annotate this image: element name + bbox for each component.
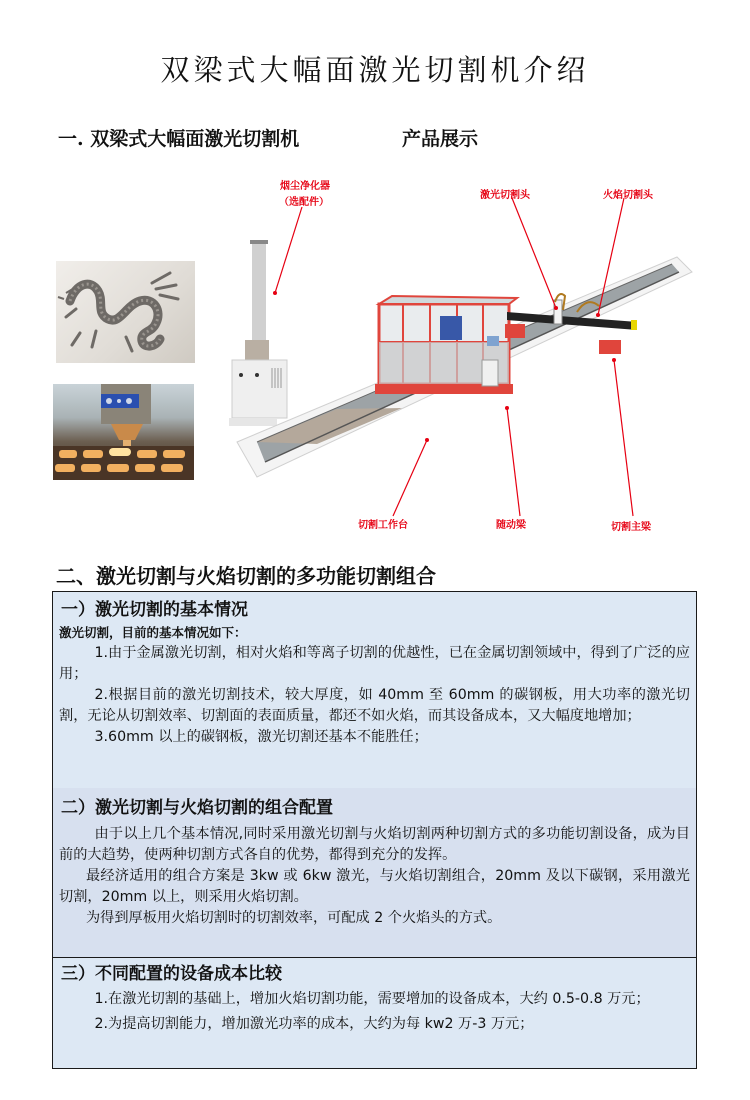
info-box-cost-comparison bbox=[52, 957, 697, 1069]
box1-paragraph: 3.60mm 以上的碳钢板，激光切割还基本不能胜任； bbox=[94, 729, 428, 745]
box3-paragraph: 2.为提高切割能力，增加激光功率的成本，大约为每 kw2 万-3 万元； bbox=[94, 1016, 534, 1032]
callout-fume-purifier-optional: （选配件） bbox=[279, 197, 329, 208]
box2-paragraph: 最经济适用的组合方案是 3kw 或 6kw 激光，与火焰切割组合，20mm 及以下碳钢，采用激光切割，20mm 以上，则采用火焰切割。 bbox=[59, 868, 690, 905]
callout-laser-head: 激光切割头 bbox=[480, 190, 530, 201]
section1-heading-right: 产品展示 bbox=[402, 128, 479, 150]
box2-heading: 二）激光切割与火焰切割的组合配置 bbox=[61, 798, 333, 818]
info-box-combo-config bbox=[52, 788, 697, 958]
info-box-laser-basics bbox=[52, 591, 697, 789]
page-title: 双梁式大幅面激光切割机介绍 bbox=[160, 53, 590, 87]
box1-paragraph: 1.由于金属激光切割，相对火焰和等离子切割的优越性，已在金属切割领域中，得到了广泛的应用； bbox=[59, 645, 690, 682]
section2-heading: 二、激光切割与火焰切割的多功能切割组合 bbox=[56, 564, 436, 588]
box2-paragraph: 由于以上几个基本情况,同时采用激光切割与火焰切割两种切割方式的多功能切割设备，成为目前的大趋势，使两种切割方式各自的优势，都得到充分的发挥。 bbox=[59, 826, 690, 863]
box2-paragraph: 为得到厚板用火焰切割时的切割效率，可配成 2 个火焰头的方式。 bbox=[85, 910, 502, 926]
callout-fume-purifier: 烟尘净化器 bbox=[280, 181, 330, 192]
box3-heading: 三）不同配置的设备成本比较 bbox=[61, 964, 282, 984]
box1-heading: 一）激光切割的基本情况 bbox=[61, 600, 248, 620]
box3-paragraph: 1.在激光切割的基础上，增加火焰切割功能，需要增加的设备成本，大约 0.5-0.8 万元； bbox=[94, 991, 650, 1007]
callout-main-beam: 切割主梁 bbox=[611, 522, 651, 533]
section1-heading: 一. 双梁式大幅面激光切割机 bbox=[58, 128, 300, 150]
box1-subheading: 激光切割，目前的基本情况如下： bbox=[59, 625, 247, 640]
callout-flame-head: 火焰切割头 bbox=[603, 190, 653, 201]
box1-paragraph: 2.根据目前的激光切割技术，较大厚度，如 40mm 至 60mm 的碳钢板，用大功率的激光切割，无论从切割效率、切割面的表面质量，都还不如火焰，而其设备成本，又大幅度地增加； bbox=[59, 687, 690, 724]
callout-work-table: 切割工作台 bbox=[358, 520, 408, 531]
callout-follower-beam: 随动梁 bbox=[496, 520, 526, 531]
